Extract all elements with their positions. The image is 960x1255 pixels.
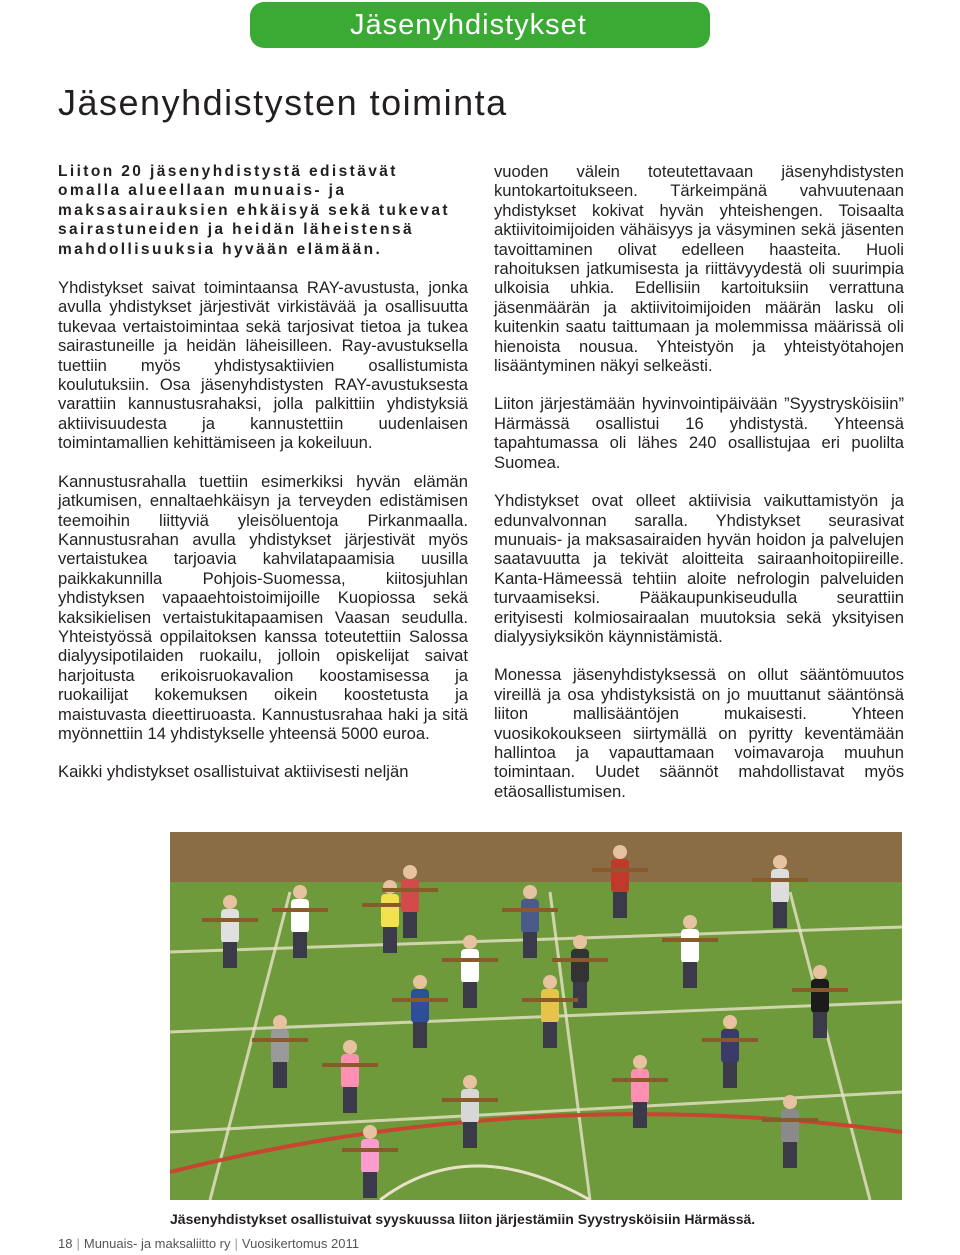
person-body xyxy=(461,949,479,983)
exercise-stick xyxy=(662,938,718,942)
person-body xyxy=(631,1069,649,1103)
page-number: 18 xyxy=(58,1236,73,1251)
person-legs xyxy=(293,932,307,958)
person-body xyxy=(361,1139,379,1173)
person-body xyxy=(571,949,589,983)
person-head xyxy=(223,895,237,909)
publisher-name: Munuais- ja maksaliitto ry xyxy=(83,1236,231,1251)
person-body xyxy=(521,899,539,933)
person-body xyxy=(401,879,419,913)
person-legs xyxy=(463,982,477,1008)
person-legs xyxy=(273,1062,287,1088)
person-head xyxy=(543,975,557,989)
body-paragraph: Yhdistykset saivat toimintaansa RAY-avustusta, jonka avulla yhdistykset järjestivät virkistävää ja osallisuutta tukevaa vertaistoimintaa sekä tarjosivat tietoa ja tukea sairastuneille ja heidän läheisilleen. Ray-avustuksella tuettiin myös yhdistysaktiivien osallistumista koulutuksiin. Osa jäsenyhdistysten RAY-avustuksesta varattiin kannustusrahaksi, jolla palkittiin yhdistyksiä aktiivisuudesta ja kannustettiin uudenlaisen toimintamallien kehittämiseen ja kokeiluun. xyxy=(58,278,468,453)
exercise-stick xyxy=(342,1148,398,1152)
person-head xyxy=(293,885,307,899)
right-column xyxy=(494,162,904,820)
person-body xyxy=(771,869,789,903)
exercise-stick xyxy=(762,1118,818,1122)
person-legs xyxy=(383,927,397,953)
person-legs xyxy=(683,962,697,988)
exercise-stick xyxy=(552,958,608,962)
person-body xyxy=(221,909,239,943)
person-legs xyxy=(343,1087,357,1113)
exercise-stick xyxy=(392,998,448,1002)
exercise-stick xyxy=(752,878,808,882)
person-legs xyxy=(413,1022,427,1048)
page-title: Jäsenyhdistysten toiminta xyxy=(58,82,508,123)
event-photo xyxy=(170,832,902,1200)
page-footer: 18 | Munuais- ja maksaliitto ry | Vuosikertomus 2011 xyxy=(58,1236,359,1251)
person-body xyxy=(781,1109,799,1143)
photo-caption: Jäsenyhdistykset osallistuivat syyskuussa liiton järjestämiin Syystrysköisiin Härmässä. xyxy=(170,1211,756,1227)
exercise-stick xyxy=(592,868,648,872)
person-legs xyxy=(813,1012,827,1038)
person-head xyxy=(403,865,417,879)
exercise-stick xyxy=(202,918,258,922)
exercise-stick xyxy=(522,998,578,1002)
person-head xyxy=(683,915,697,929)
person-body xyxy=(541,989,559,1023)
body-paragraph: Monessa jäsenyhdistyksessä on ollut sääntömuutos vireillä ja osa yhdistyksistä on jo muuttanut sääntönsä liiton mallisääntöjen mukaisesti. Yhteen vuosikokoukseen siirtymällä on pyritty keventämään hallintoa ja vapauttamaan voimavaroja muuhun toimintaan. Uudet säännöt mahdollistavat myös etäosallistumisen. xyxy=(494,665,904,801)
exercise-stick xyxy=(502,908,558,912)
person-body xyxy=(611,859,629,893)
person-legs xyxy=(783,1142,797,1168)
exercise-stick xyxy=(252,1038,308,1042)
person-head xyxy=(573,935,587,949)
person-head xyxy=(463,935,477,949)
person-head xyxy=(633,1055,647,1069)
person-body xyxy=(271,1029,289,1063)
person-head xyxy=(813,965,827,979)
person-legs xyxy=(363,1172,377,1198)
person-legs xyxy=(613,892,627,918)
section-tab-label: Jäsenyhdistykset xyxy=(350,8,587,41)
publication-name: Vuosikertomus 2011 xyxy=(241,1236,359,1251)
person-legs xyxy=(403,912,417,938)
person-body xyxy=(681,929,699,963)
person-legs xyxy=(773,902,787,928)
person-head xyxy=(773,855,787,869)
person-head xyxy=(343,1040,357,1054)
person-head xyxy=(413,975,427,989)
person-legs xyxy=(223,942,237,968)
exercise-stick xyxy=(272,908,328,912)
body-paragraph: Kaikki yhdistykset osallistuivat aktiivisesti neljän xyxy=(58,762,409,782)
exercise-stick xyxy=(442,958,498,962)
person-head xyxy=(723,1015,737,1029)
person-body xyxy=(811,979,829,1013)
exercise-stick xyxy=(442,1098,498,1102)
exercise-stick xyxy=(382,888,438,892)
person-head xyxy=(363,1125,377,1139)
exercise-stick xyxy=(612,1078,668,1082)
lead-paragraph: Liiton 20 jäsenyhdistystä edistävät omalla alueellaan munuais- ja maksasairauksien ehkäisyä sekä tukevat sairastuneiden ja heidän läheistensä mahdollisuuksia hyvään elämään. xyxy=(58,163,450,258)
person-body xyxy=(341,1054,359,1088)
gym-photo-illustration xyxy=(170,832,902,1200)
person-legs xyxy=(463,1122,477,1148)
person-body xyxy=(381,894,399,928)
body-paragraph: Kannustusrahalla tuettiin esimerkiksi hyvän elämän jatkumisen, ennaltaehkäisyn ja terveyden edistämisen teemoihin liittyviä yleisöluentoja Pirkanmaalla. Kannustusrahan avulla yhdistykset järjestivät myös vertaistukea tarjoavia kahvilatapaamisia uusilla paikkakunnilla Pohjois-Suomessa, kiitosjuhlan yhdistyksen vapaaehtoistoimijoille Kuopiossa sekä kaksikielisen vertaistukitapaamisen Vaasan seudulla. Yhteistyössä oppilaitoksen kanssa toteutettiin Salossa dialyysipotilaiden ruokailu, jolloin opiskelijat saivat harjoitusta erikoisruokavalion koostamisessa ja ruokailijat kokemuksen oikein koostetusta ja maistuvasta dieettiruoasta. Kannustusrahaa haki ja sitä myönnettiin 14 yhdistykselle yhteensä 5000 euroa. xyxy=(58,471,468,743)
person-legs xyxy=(523,932,537,958)
exercise-stick xyxy=(322,1063,378,1067)
person-legs xyxy=(723,1062,737,1088)
exercise-stick xyxy=(792,988,848,992)
person-body xyxy=(461,1089,479,1123)
body-paragraph: vuoden välein toteutettavaan jäsenyhdistysten kuntokartoitukseen. Tärkeimpänä vahvuutenaan yhdistykset kokivat hyvän yhteishengen. Toisaalta aktiivitoimijoiden vähäisyys ja väsyminen sekä jäsenten tavoittaminen olivat edelleen haasteita. Huoli rahoituksen jatkumisesta ja riittävyydestä oli suurimpia ulkoisia uhkia. Edellisiin kartoituksiin verrattuna jäsenmäärän ja aktiivitoimijoiden määrän lasku oli kuitenkin saatu taittumaan ja molemmissa määrissä oli hienoista nousua. Yhteistyön ja yhteistyötahojen lisääntyminen näkyi selkeästi. xyxy=(494,162,904,376)
person-head xyxy=(463,1075,477,1089)
body-paragraph: Yhdistykset ovat olleet aktiivisia vaikuttamistyön ja edunvalvonnan saralla. Yhdistykset seurasivat munuais- ja maksasairaiden hyvän hoidon ja palvelujen saatavuutta ja tekivät aloitteita sairaanhoitopiireille. Kanta-Hämeessä tehtiin aloite nefrologin palveluiden turvaamiseksi. Pääkaupunkiseudulla seurattiin erityisesti kolmiosairaalan muutoksia sekä yksityisen dialyysiyksikön käynnistämistä. xyxy=(494,491,904,646)
person-body xyxy=(411,989,429,1023)
person-legs xyxy=(543,1022,557,1048)
person-body xyxy=(721,1029,739,1063)
person-head xyxy=(783,1095,797,1109)
section-tab xyxy=(250,2,710,48)
person-legs xyxy=(633,1102,647,1128)
person-head xyxy=(523,885,537,899)
exercise-stick xyxy=(702,1038,758,1042)
person-legs xyxy=(573,982,587,1008)
body-paragraph: Liiton järjestämään hyvinvointipäivään ”Syystrysköisiin” Härmässä osallistui 16 yhdistystä. Yhteensä tapahtumassa oli lähes 240 osallistujaa eri puolilta Suomea. xyxy=(494,394,904,472)
person-body xyxy=(291,899,309,933)
person-head xyxy=(613,845,627,859)
left-column xyxy=(58,162,468,801)
person-head xyxy=(273,1015,287,1029)
